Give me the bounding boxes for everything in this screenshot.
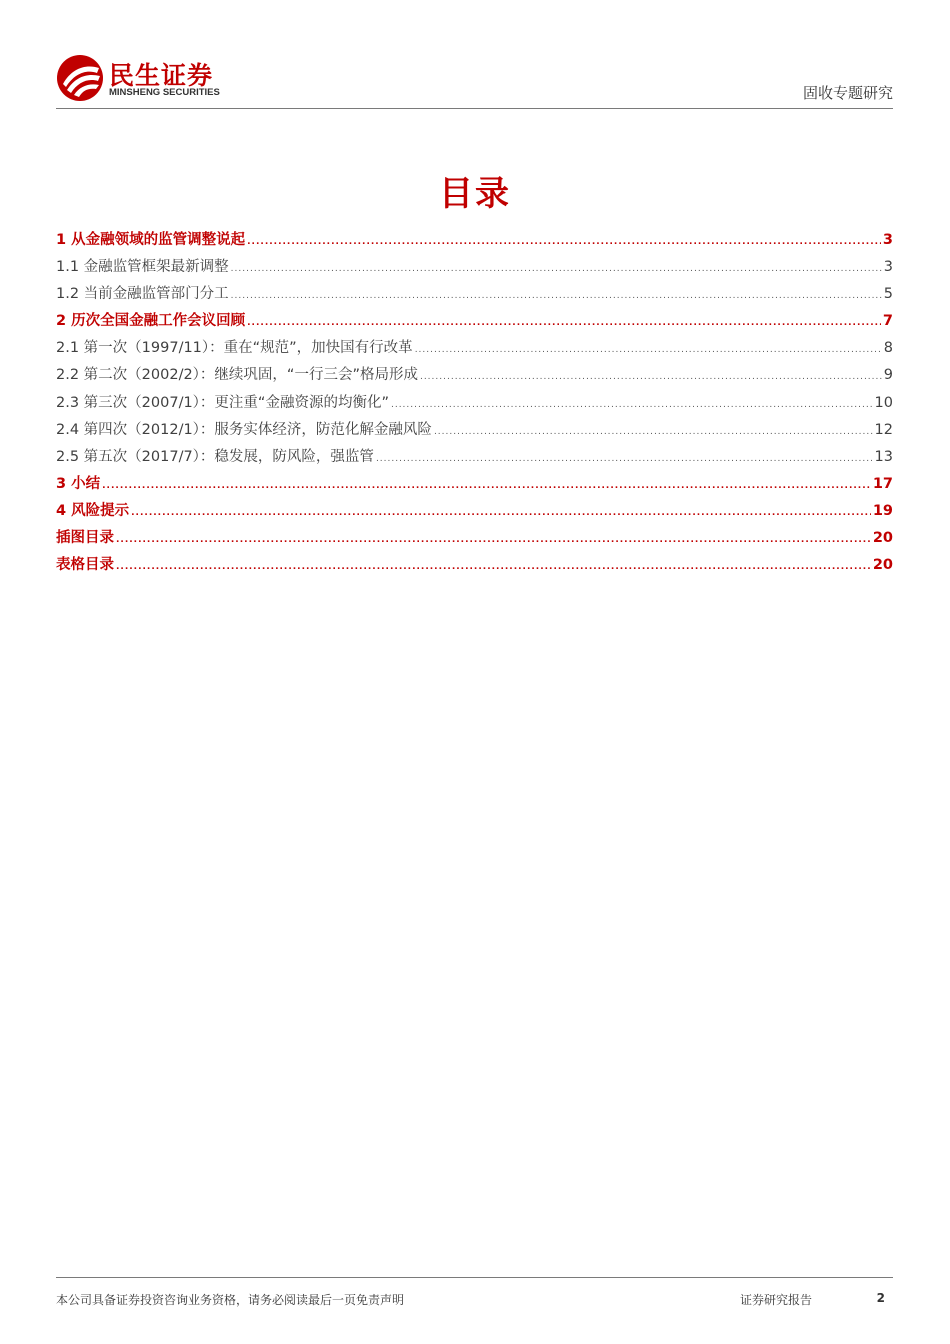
toc-entry[interactable] [56, 255, 893, 282]
minsheng-logo-icon [56, 54, 104, 102]
toc-title: 目录 [439, 174, 511, 214]
toc-entry-label: 2.2 第二次（2002/2）：继续巩固，“一行三会”格局形成 [56, 367, 418, 384]
toc-entry-page: 7 [882, 313, 893, 330]
toc-dot-leader [415, 345, 882, 355]
toc-entry[interactable] [56, 391, 893, 418]
toc-entry[interactable] [56, 472, 893, 499]
toc-dot-leader [102, 481, 871, 491]
toc-entry-page: 10 [874, 394, 893, 411]
table-of-contents [56, 228, 893, 580]
toc-dot-leader [247, 318, 881, 328]
toc-entry-page: 19 [872, 502, 893, 519]
toc-dot-leader [116, 535, 871, 545]
toc-entry-page: 17 [872, 475, 893, 492]
toc-entry-label: 2.4 第四次（2012/1）：服务实体经济，防范化解金融风险 [56, 421, 432, 438]
toc-entry[interactable] [56, 228, 893, 255]
toc-dot-leader [420, 372, 882, 382]
toc-dot-leader [391, 400, 873, 410]
toc-entry-page: 3 [883, 259, 893, 276]
toc-entry[interactable] [56, 363, 893, 390]
toc-entry-page: 12 [874, 421, 893, 438]
brand-name-cn: 民生证券 [109, 61, 214, 90]
toc-entry-page: 8 [883, 340, 893, 357]
toc-entry[interactable] [56, 445, 893, 472]
toc-entry-page: 3 [882, 232, 893, 248]
toc-entry[interactable] [56, 553, 893, 580]
toc-entry-label: 2.5 第五次（2017/7）：稳发展，防风险，强监管 [56, 448, 374, 465]
toc-entry[interactable] [56, 309, 893, 336]
toc-dot-leader [116, 562, 871, 572]
footer-doc-type: 证券研究报告 [740, 1293, 813, 1307]
toc-entry-label: 3 小结 [56, 475, 101, 492]
toc-entry-page: 20 [872, 530, 893, 547]
report-type: 固收专题研究 [802, 84, 893, 102]
footer-divider [56, 1277, 893, 1278]
toc-entry[interactable] [56, 336, 893, 363]
toc-entry[interactable] [56, 418, 893, 445]
toc-entry-page: 5 [883, 286, 893, 303]
toc-entry-label: 2 历次全国金融工作会议回顾 [56, 313, 246, 330]
toc-entry-label: 1.1 金融监管框架最新调整 [56, 259, 229, 276]
toc-entry[interactable] [56, 499, 893, 526]
header-divider [56, 108, 893, 109]
toc-entry-page: 13 [874, 448, 893, 465]
toc-entry-label: 2.1 第一次（1997/11）：重在“规范”，加快国有行改革 [56, 340, 413, 357]
toc-dot-leader [231, 291, 882, 301]
toc-entry-label: 1.2 当前金融监管部门分工 [56, 286, 229, 303]
toc-entry[interactable] [56, 282, 893, 309]
toc-entry-label: 4 风险提示 [56, 502, 130, 519]
toc-entry-label: 1 从金融领域的监管调整说起 [56, 232, 246, 248]
page-header [56, 52, 893, 110]
toc-dot-leader [434, 427, 873, 437]
toc-entry[interactable] [56, 526, 893, 553]
page-number: 2 [876, 1291, 885, 1305]
toc-entry-label: 2.3 第三次（2007/1）：更注重“金融资源的均衡化” [56, 394, 389, 411]
brand-name-en: MINSHENG SECURITIES [109, 87, 220, 98]
toc-dot-leader [247, 237, 881, 247]
footer-disclaimer: 本公司具备证券投资咨询业务资格，请务必阅读最后一页免责声明 [56, 1293, 405, 1307]
toc-entry-label: 表格目录 [56, 557, 114, 574]
toc-dot-leader [231, 264, 882, 274]
toc-entry-page: 9 [883, 367, 893, 384]
toc-dot-leader [131, 508, 871, 518]
toc-entry-page: 20 [872, 557, 893, 574]
toc-entry-label: 插图目录 [56, 530, 114, 547]
toc-dot-leader [376, 454, 873, 464]
